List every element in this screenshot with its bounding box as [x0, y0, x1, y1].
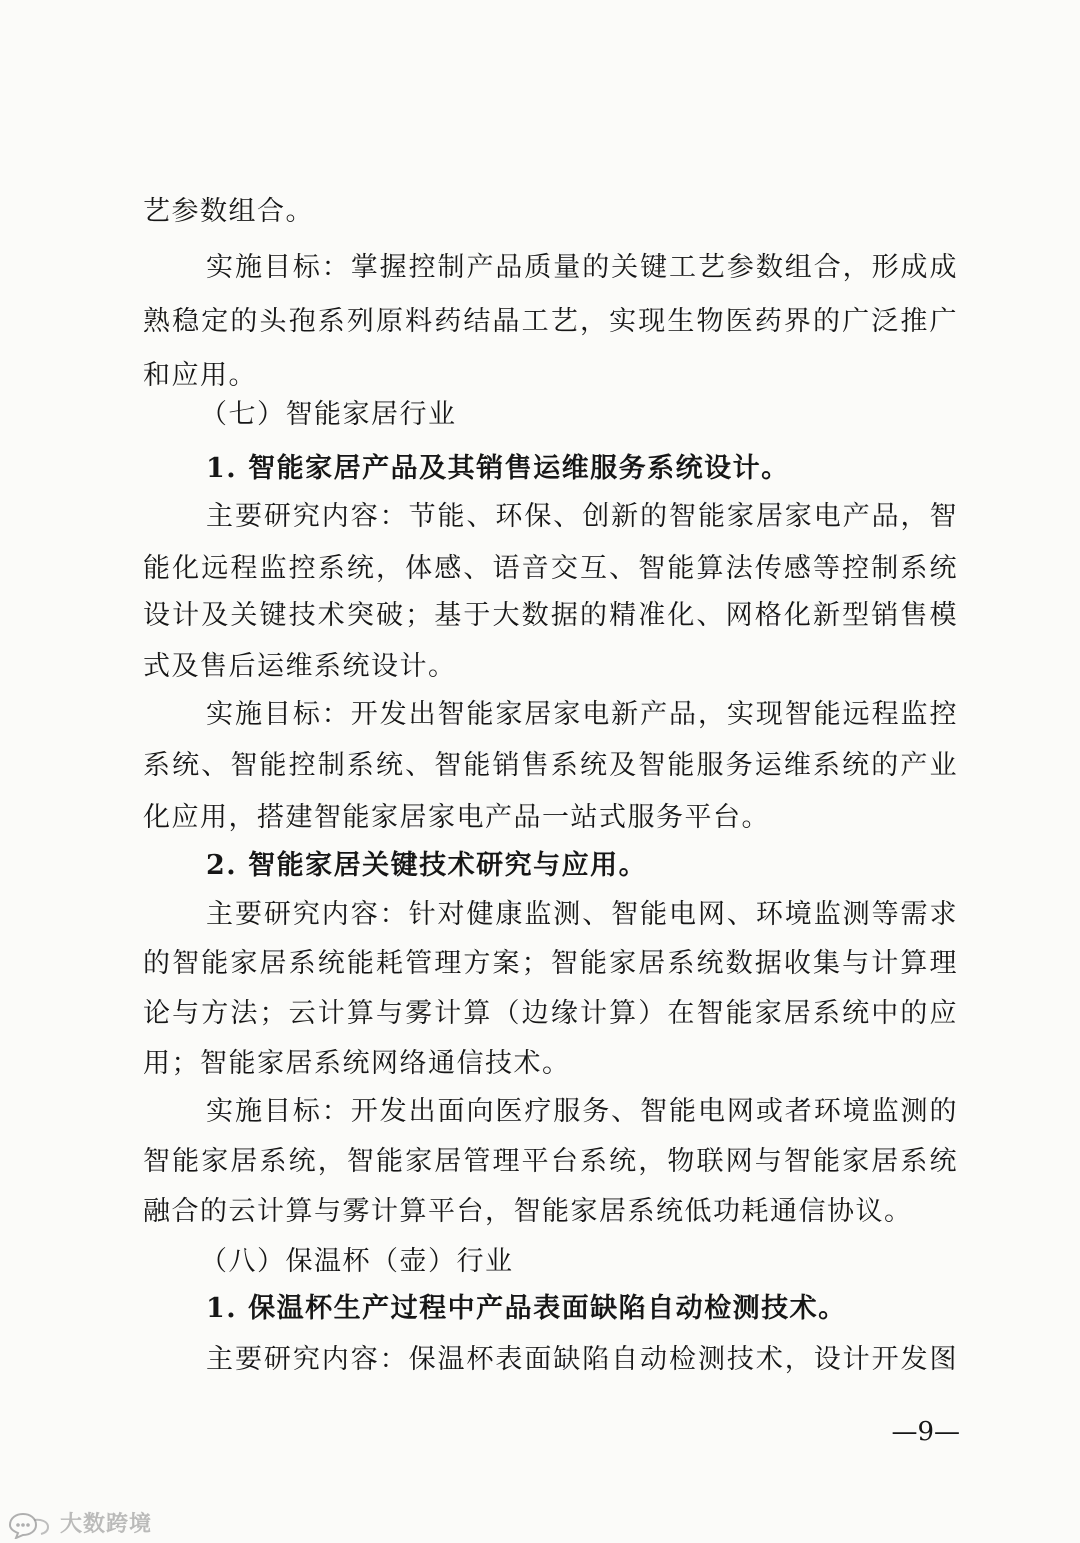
text-line: 化应用，搭建智能家居家电产品一站式服务平台。 [143, 802, 770, 833]
text-line: 用；智能家居系统网络通信技术。 [143, 1048, 571, 1079]
subsection-heading: 1. 保温杯生产过程中产品表面缺陷自动检测技术。 [206, 1293, 847, 1324]
subsection-heading: 2. 智能家居关键技术研究与应用。 [206, 850, 648, 881]
text-line: 论与方法；云计算与雾计算（边缘计算）在智能家居系统中的应 [143, 998, 958, 1029]
text-line: 能化远程监控系统，体感、语音交互、智能算法传感等控制系统 [143, 553, 958, 584]
section-heading: （八）保温杯（壶）行业 [200, 1246, 514, 1277]
text-line: 和应用。 [143, 360, 257, 391]
watermark [6, 1510, 152, 1540]
text-line: 系统、智能控制系统、智能销售系统及智能服务运维系统的产业 [143, 750, 958, 781]
text-line: 设计及关键技术突破；基于大数据的精准化、网格化新型销售模 [143, 600, 958, 631]
text-line: 式及售后运维系统设计。 [143, 651, 457, 682]
subsection-heading: 1. 智能家居产品及其销售运维服务系统设计。 [206, 453, 790, 484]
watermark-text: 大数跨境 [60, 1512, 153, 1537]
text-line: 主要研究内容：保温杯表面缺陷自动检测技术，设计开发图 [206, 1344, 958, 1375]
text-line: 实施目标：掌握控制产品质量的关键工艺参数组合，形成成 [206, 252, 958, 283]
text-line: 主要研究内容：节能、环保、创新的智能家居家电产品，智 [206, 501, 958, 532]
text-line: 主要研究内容：针对健康监测、智能电网、环境监测等需求 [206, 899, 958, 930]
text-line: 的智能家居系统能耗管理方案；智能家居系统数据收集与计算理 [143, 948, 958, 979]
page-number: —9— [891, 1417, 960, 1447]
section-heading: （七）智能家居行业 [200, 399, 457, 430]
text-line: 熟稳定的头孢系列原料药结晶工艺，实现生物医药界的广泛推广 [143, 306, 958, 337]
text-line: 实施目标：开发出智能家居家电新产品，实现智能远程监控 [206, 699, 958, 730]
speech-bubble-icon [6, 1511, 52, 1539]
text-line: 实施目标：开发出面向医疗服务、智能电网或者环境监测的 [206, 1096, 958, 1127]
text-line: 艺参数组合。 [143, 196, 314, 227]
text-line: 智能家居系统，智能家居管理平台系统，物联网与智能家居系统 [143, 1146, 958, 1177]
text-line: 融合的云计算与雾计算平台，智能家居系统低功耗通信协议。 [143, 1196, 913, 1227]
